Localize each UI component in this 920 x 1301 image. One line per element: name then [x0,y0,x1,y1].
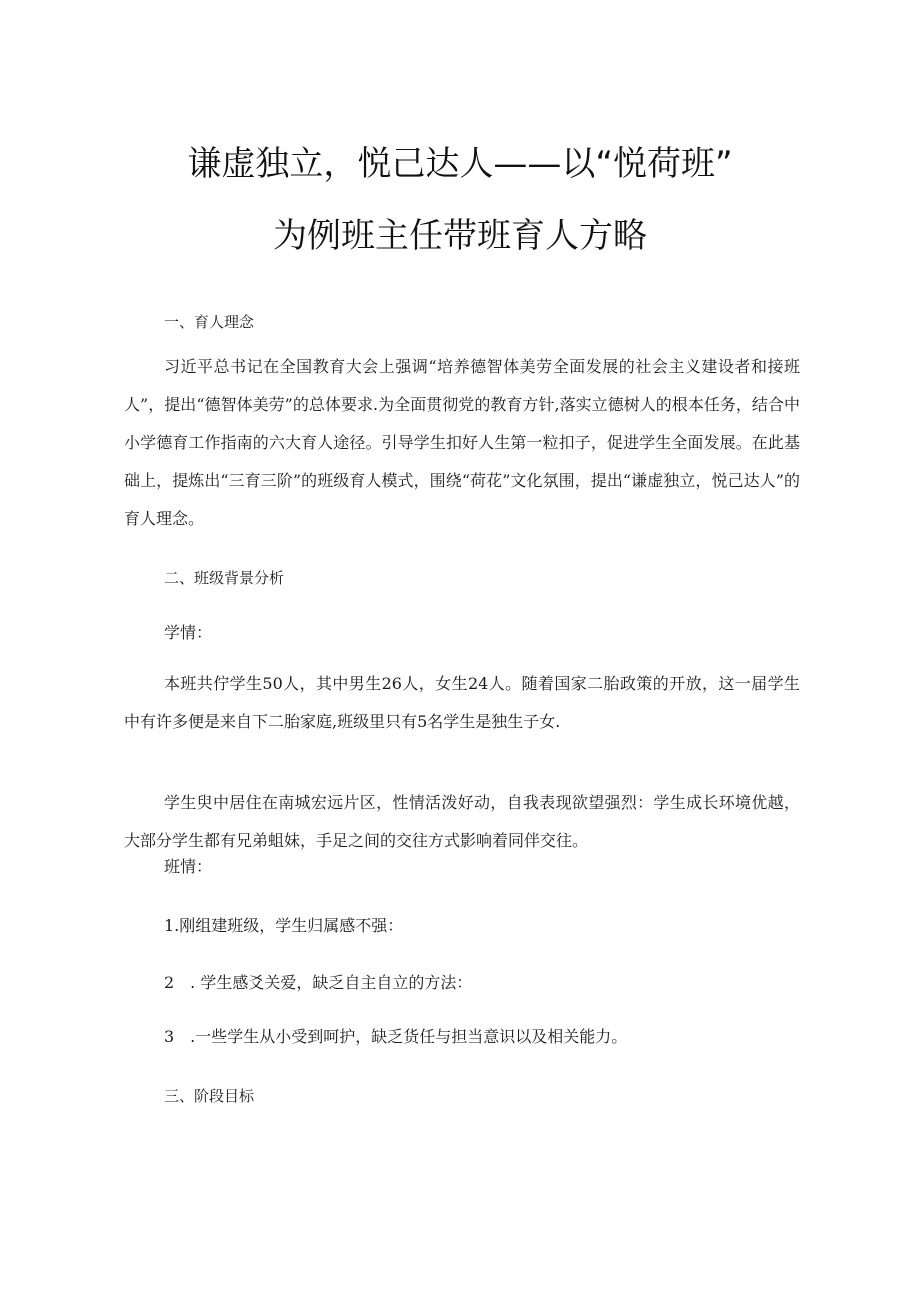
section-heading-2: 二、班级背景分析 [164,569,285,587]
section-heading-1: 一、育人理念 [164,313,255,331]
banqing-label: 班情： [164,857,213,876]
section-2-paragraph-2: 学生臾中居住在南城宏远片区，性情活泼好动，自我表现欲望强烈：学生成长环境优越，大部分学生都有兄弟蛆妹，手足之间的交往方式影响着同伴交往。 [124,793,800,850]
list-item-3: 3 .一些学生从小受到呵护，缺乏货任与担当意识以及相关能力。 [164,1027,628,1046]
section-2-paragraph-1: 本班共佇学生50人，其中男生26人，女生24人。随着国家二胎政策的开放，这一届学生中有许多便是来自下二胎家庭,班级里只有5名学生是独生子女. [124,674,800,731]
list-item-2: 2 . 学生感爻关爱，缺乏自主自立的方法： [164,973,473,992]
document-title-line-2: 为例班主任带班育人方略 [273,216,647,256]
section-1-paragraph: 习近平总书记在全国教育大会上强调“培养德智体美劳全面发展的社会主义建设者和接班人”，提出“德智体美劳”的总体要求.为全面贯彻党的教育方针,落实立德树人的根本任务，结合中小学德育工作指南的六大育人途径。引导学生扣好人生第一粒扣子，促进学生全面发展。在此基础上，提炼出“三育三阶”的班级育人模式，围绕“荷花”文化氛围，提出“谦虚独立，悦己达人”的育人理念。 [124,357,800,528]
list-item-1: 1.刚组建班级，学生归属感不强： [164,916,404,935]
section-heading-3: 三、阶段目标 [164,1087,255,1105]
document-title-line-1: 谦虚独立，悦己达人——以“悦荷班” [187,144,733,184]
xueqing-label: 学情： [164,623,213,642]
